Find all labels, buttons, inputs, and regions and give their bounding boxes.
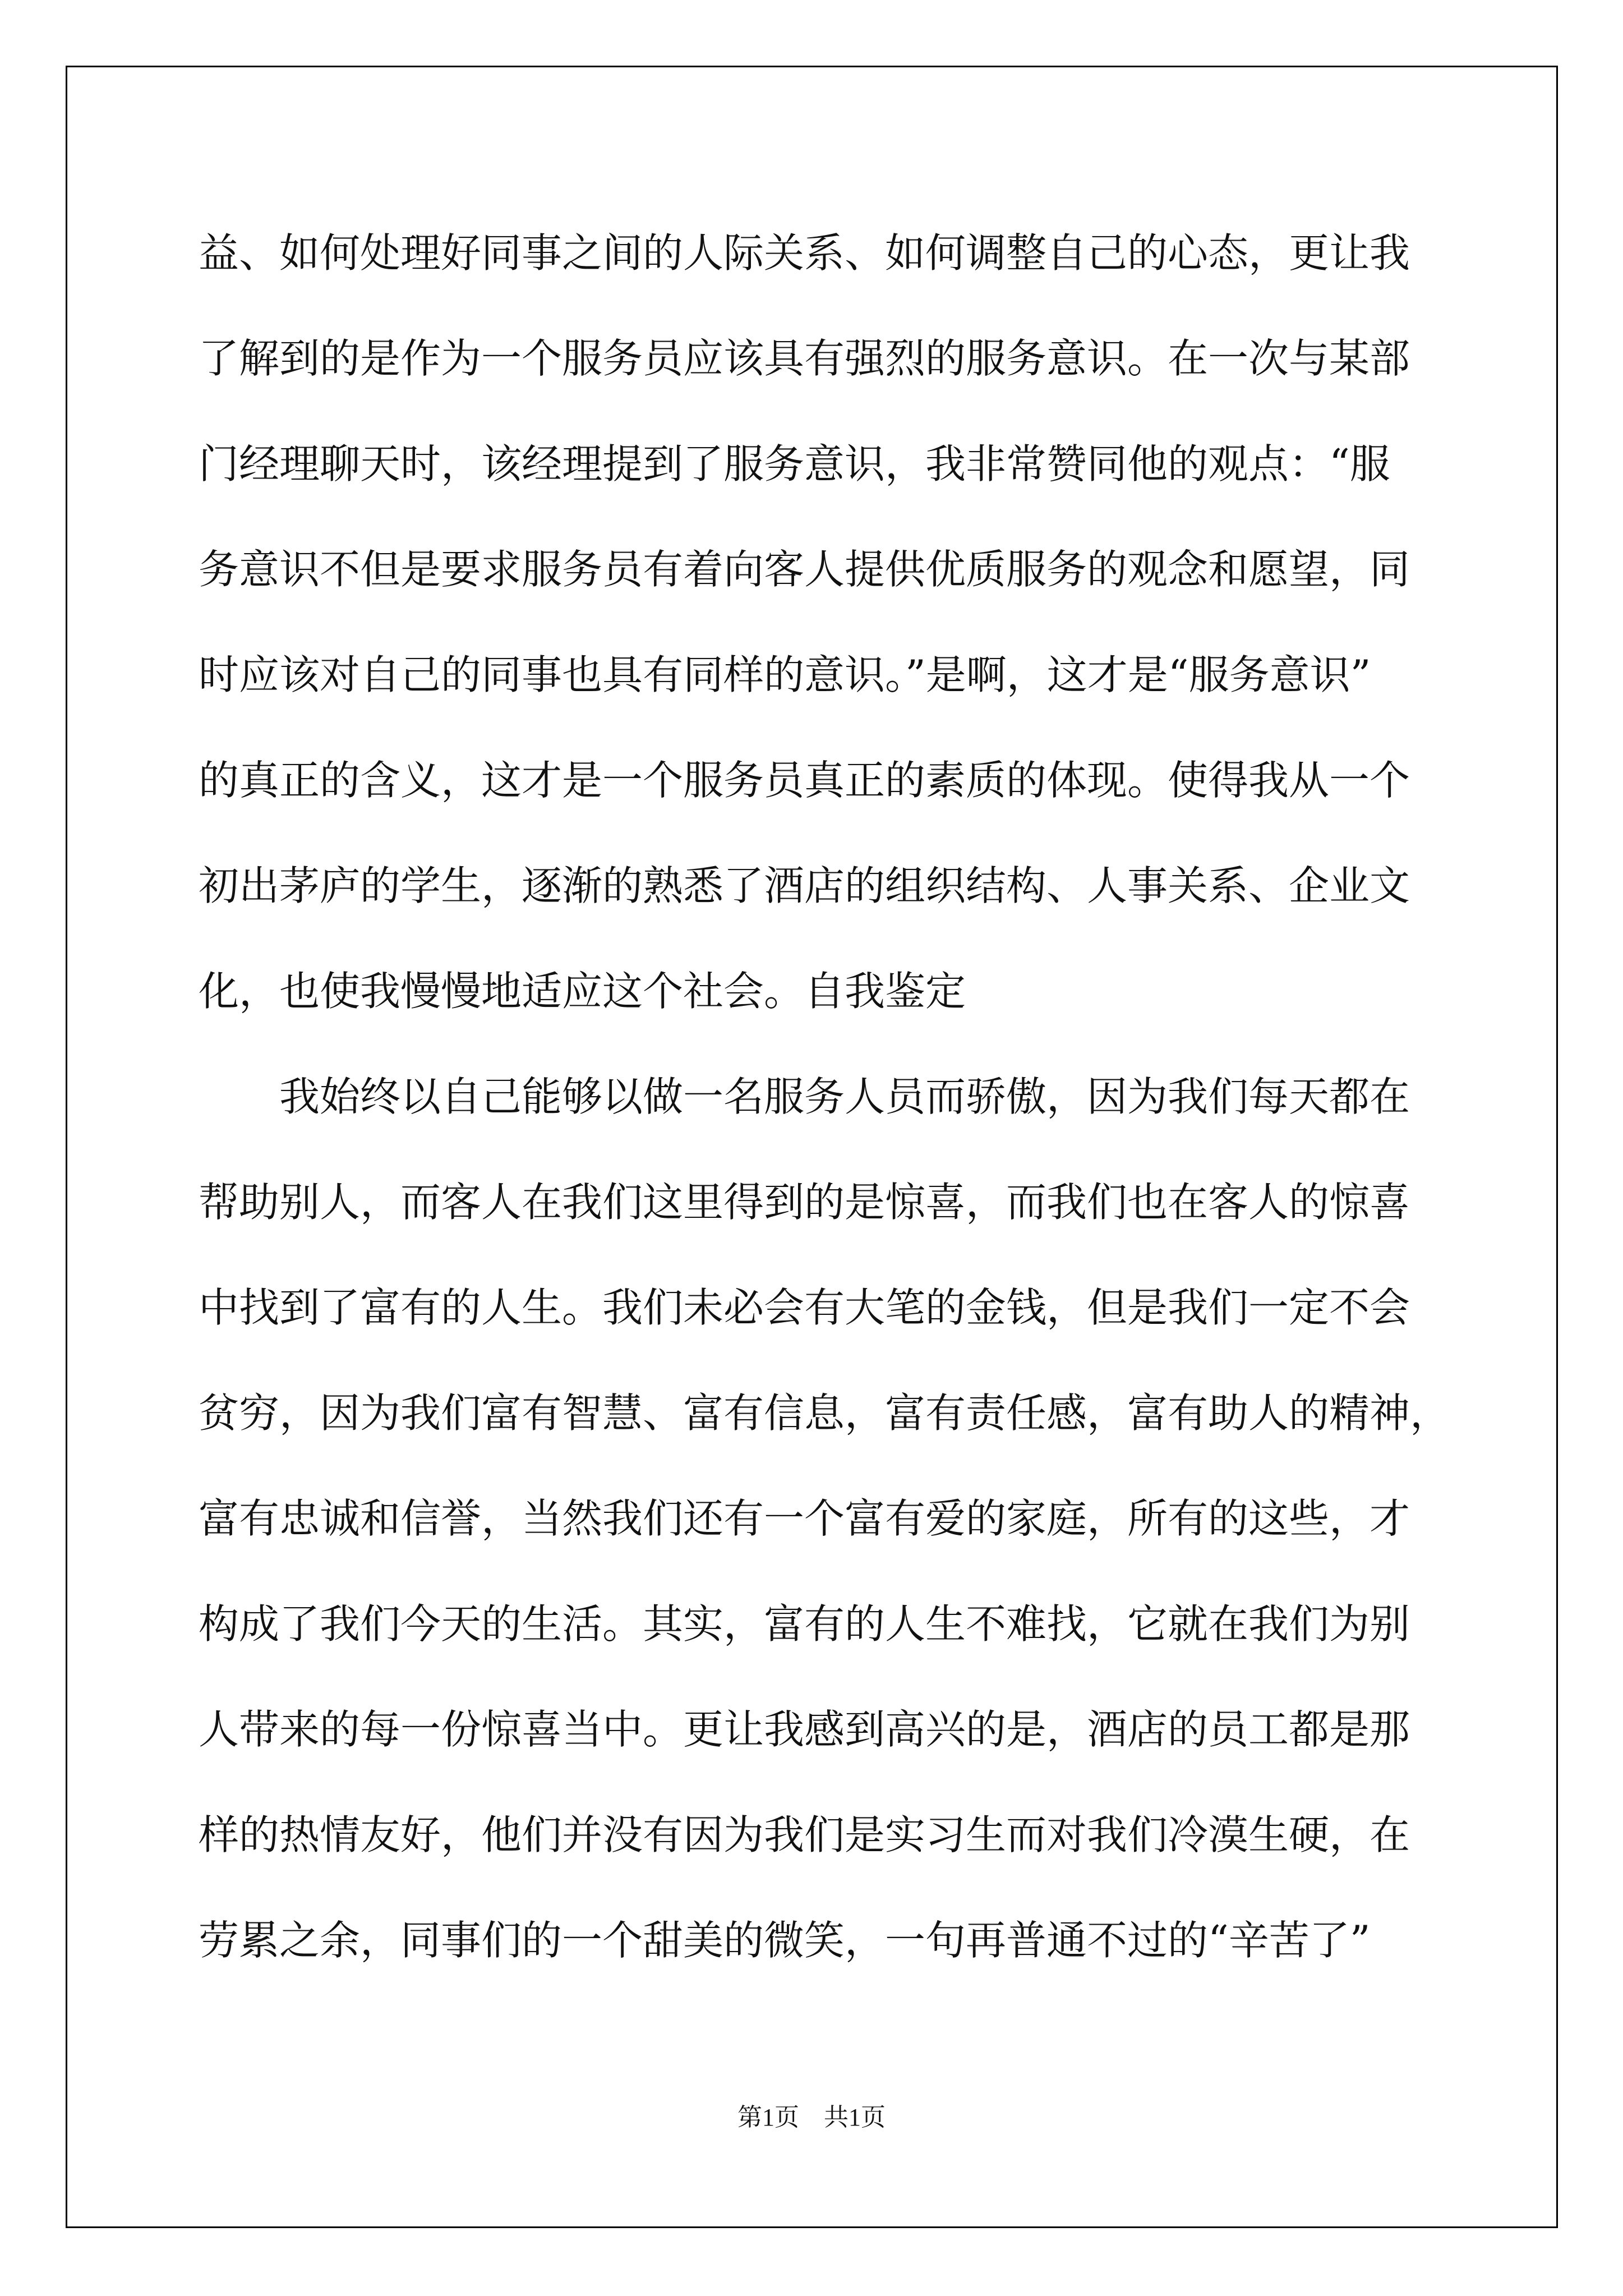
text-line: 了解到的是作为一个服务员应该具有强烈的服务意识。在一次与某部	[199, 335, 1410, 382]
text-line: 初出茅庐的学生，逐渐的熟悉了酒店的组织结构、人事关系、企业文	[199, 862, 1410, 909]
text-line: 人带来的每一份惊喜当中。更让我感到高兴的是，酒店的员工都是那	[199, 1706, 1410, 1753]
text-line: 时应该对自己的同事也具有同样的意识。”是啊，这才是“服务意识”	[199, 651, 1371, 698]
text-line: 益、如何处理好同事之间的人际关系、如何调整自己的心态，更让我	[199, 229, 1410, 277]
text-line: 的真正的含义，这才是一个服务员真正的素质的体现。使得我从一个	[199, 757, 1410, 804]
document-body	[199, 200, 1451, 1993]
text-line: 务意识不但是要求服务员有着向客人提供优质服务的观念和愿望，同	[199, 546, 1410, 593]
text-line: 帮助别人，而客人在我们这里得到的是惊喜，而我们也在客人的惊喜	[199, 1179, 1410, 1226]
text-line: 富有忠诚和信誉，当然我们还有一个富有爱的家庭，所有的这些，才	[199, 1495, 1410, 1542]
text-line: 贫穷，因为我们富有智慧、富有信息，富有责任感，富有助人的精神，	[199, 1389, 1451, 1437]
text-line: 化，也使我慢慢地适应这个社会。自我鉴定	[199, 968, 966, 1015]
text-line: 样的热情友好，他们并没有因为我们是实习生而对我们冷漠生硬，在	[199, 1811, 1410, 1858]
text-line: 劳累之余，同事们的一个甜美的微笑，一句再普通不过的“辛苦了”	[199, 1917, 1371, 1964]
text-line: 中找到了富有的人生。我们未必会有大笔的金钱，但是我们一定不会	[199, 1284, 1410, 1331]
page-number-footer: 第1页 共1页	[737, 2104, 886, 2131]
text-line: 门经理聊天时，该经理提到了服务意识，我非常赞同他的观点：“服	[199, 440, 1390, 487]
paragraph-first-line: 我始终以自己能够以做一名服务人员而骄傲，因为我们每天都在	[279, 1073, 1410, 1120]
text-line: 构成了我们今天的生活。其实，富有的人生不难找，它就在我们为别	[199, 1600, 1410, 1648]
